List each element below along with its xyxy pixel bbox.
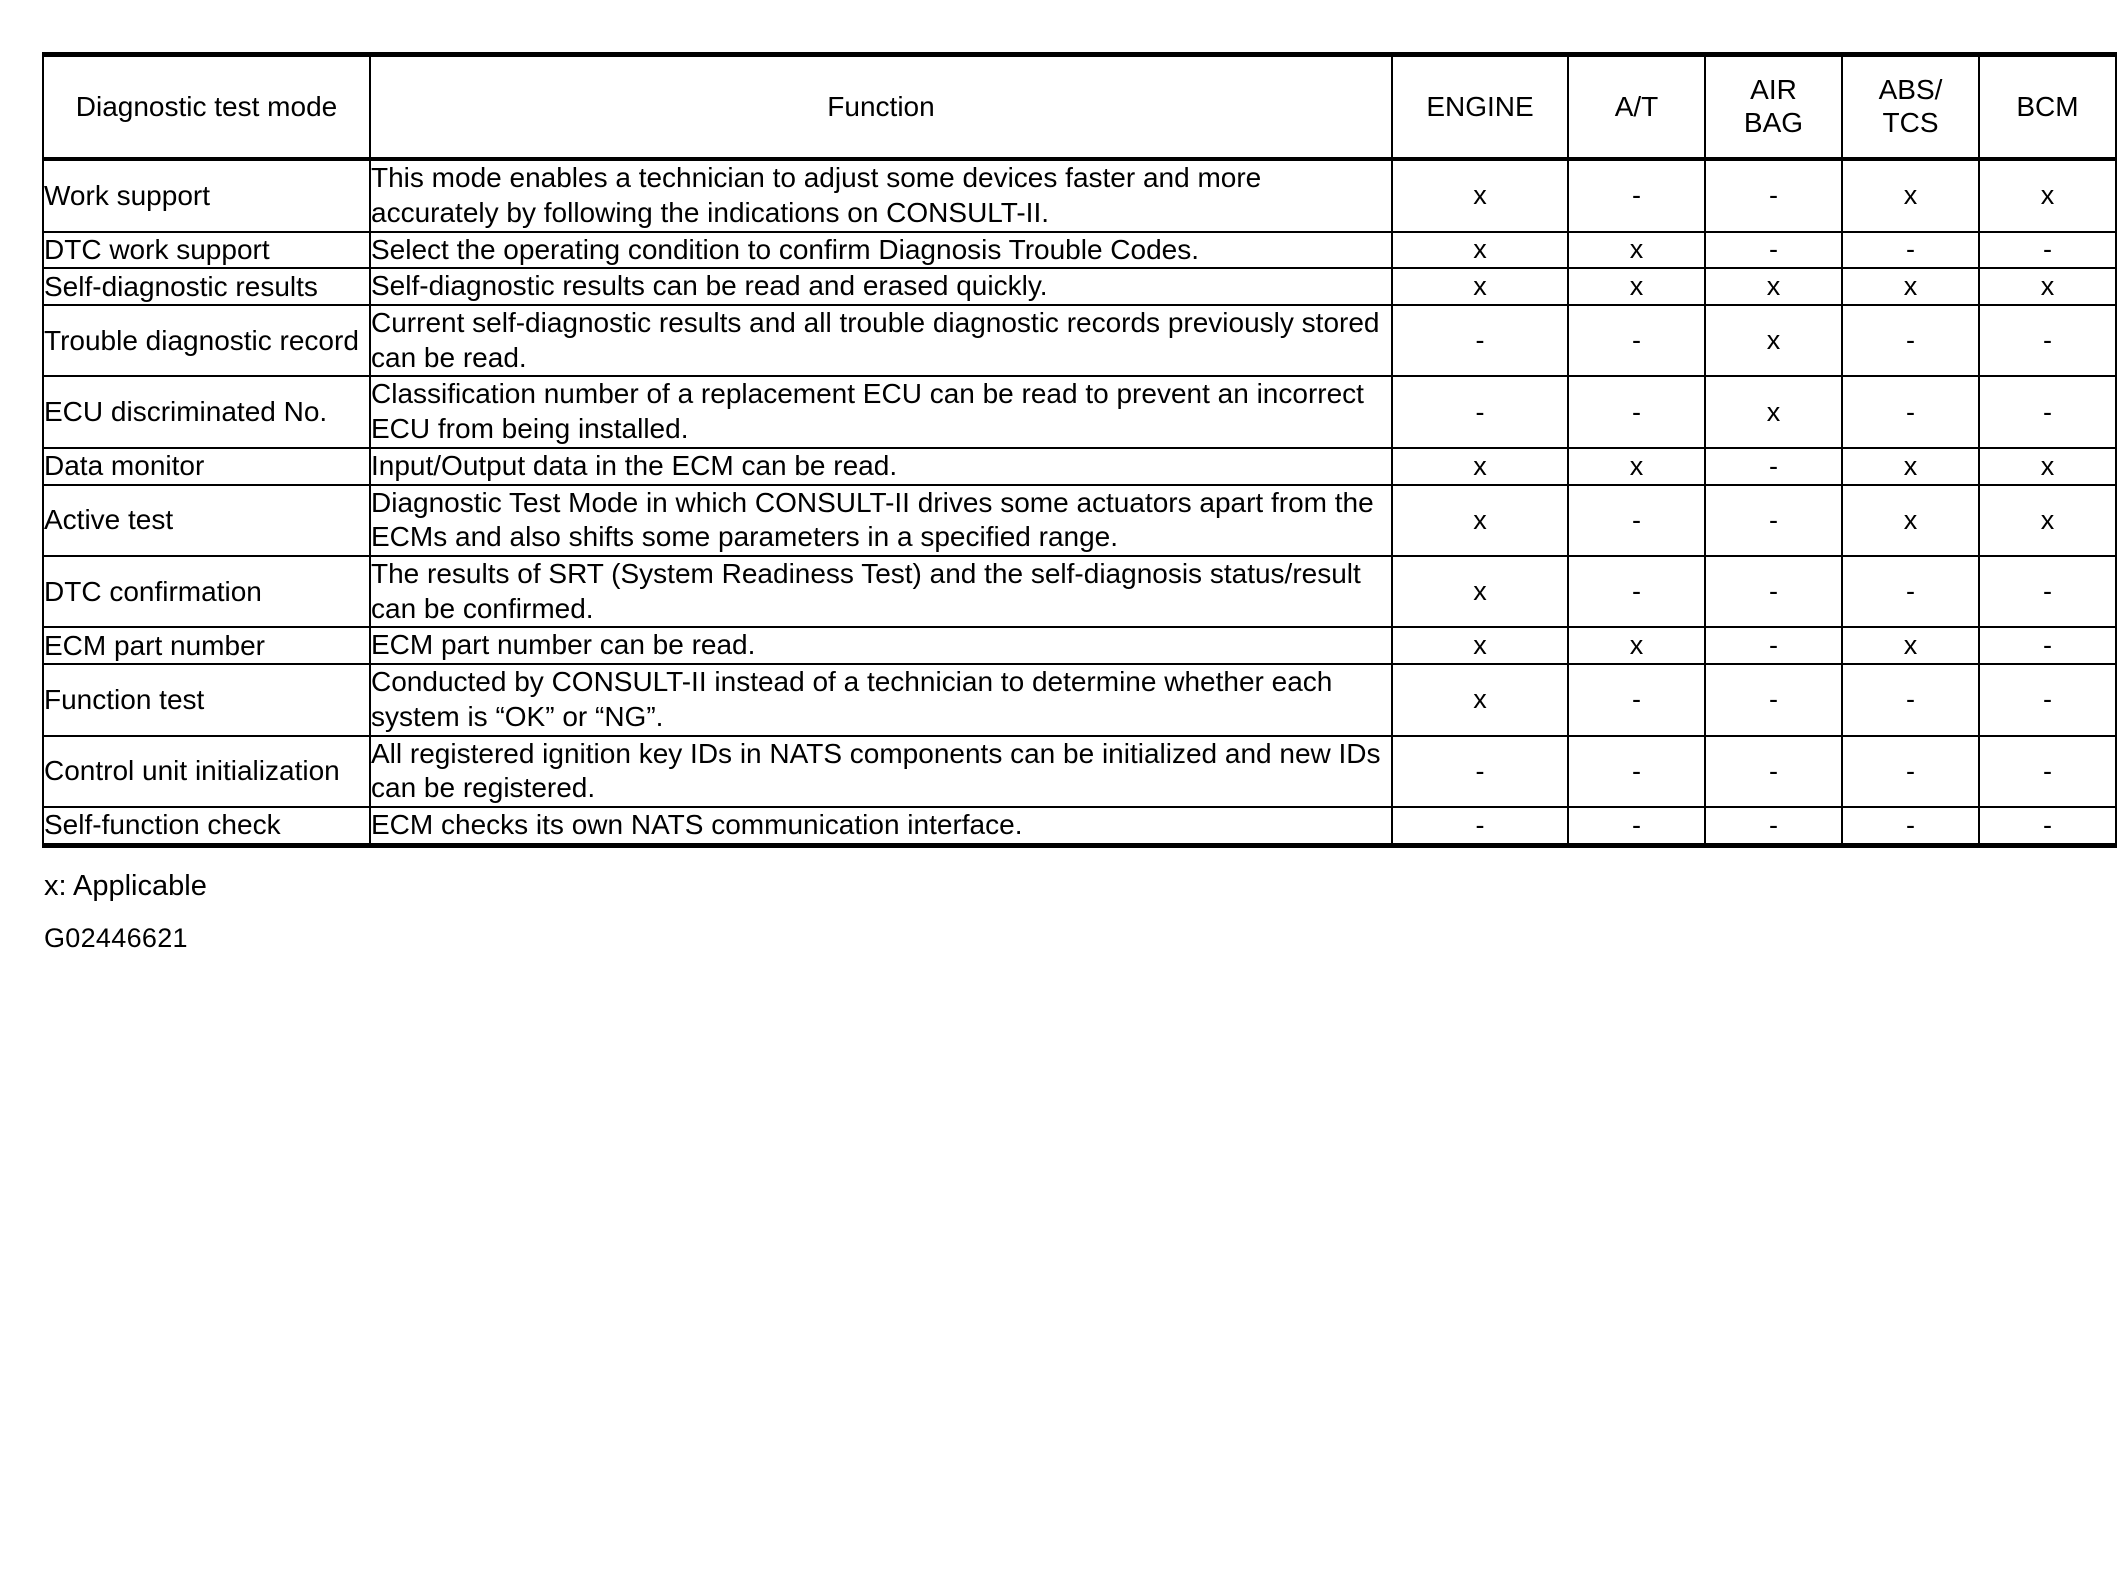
cell-engine: x [1392,268,1568,305]
cell-bcm: - [1979,664,2116,735]
cell-at: x [1568,232,1705,269]
cell-function: Conducted by CONSULT-II instead of a technician to determine whether each system is “OK” or “NG”. [370,664,1392,735]
cell-bcm: - [1979,376,2116,447]
cell-abs: x [1842,485,1979,556]
cell-mode: ECM part number [43,627,370,664]
cell-abs: - [1842,305,1979,376]
cell-airbag: - [1705,627,1842,664]
column-header-function: Function [370,55,1392,160]
cell-function: Current self-diagnostic results and all trouble diagnostic records previously stored can be read. [370,305,1392,376]
cell-function: All registered ignition key IDs in NATS components can be initialized and new IDs can be registered. [370,736,1392,807]
cell-bcm: - [1979,627,2116,664]
table-row [43,627,2116,664]
cell-mode: ECU discriminated No. [43,376,370,447]
cell-at: x [1568,448,1705,485]
column-header-at: A/T [1568,55,1705,160]
cell-engine: x [1392,556,1568,627]
cell-bcm: - [1979,556,2116,627]
table-row [43,376,2116,447]
cell-mode: Trouble diagnostic record [43,305,370,376]
table-row [43,807,2116,845]
cell-abs: x [1842,448,1979,485]
cell-function: Diagnostic Test Mode in which CONSULT-II drives some actuators apart from the ECMs and also shifts some parameters in a specified range. [370,485,1392,556]
cell-bcm: - [1979,807,2116,845]
cell-bcm: - [1979,305,2116,376]
column-header-engine: ENGINE [1392,55,1568,160]
cell-engine: - [1392,736,1568,807]
cell-abs: x [1842,159,1979,231]
cell-function: ECM checks its own NATS communication interface. [370,807,1392,845]
figure-id: G02446621 [44,922,188,953]
cell-abs: x [1842,627,1979,664]
cell-at: - [1568,807,1705,845]
cell-at: - [1568,736,1705,807]
cell-engine: - [1392,807,1568,845]
cell-mode: Work support [43,159,370,231]
cell-airbag: - [1705,736,1842,807]
legend-applicable: x: Applicable [44,869,207,902]
cell-at: x [1568,627,1705,664]
cell-engine: x [1392,627,1568,664]
cell-mode: DTC work support [43,232,370,269]
table-body [43,159,2116,845]
column-header-airbag-line2: BAG [1743,107,1804,139]
cell-abs: - [1842,736,1979,807]
cell-abs: - [1842,376,1979,447]
cell-abs: - [1842,232,1979,269]
cell-engine: x [1392,485,1568,556]
cell-at: x [1568,268,1705,305]
cell-airbag: x [1705,305,1842,376]
table-row [43,485,2116,556]
cell-engine: x [1392,448,1568,485]
table-row [43,664,2116,735]
diagnostic-test-mode-table [42,52,2117,848]
column-header-diagnostic-test-mode: Diagnostic test mode [43,55,370,160]
cell-abs: - [1842,807,1979,845]
cell-engine: - [1392,305,1568,376]
table-row [43,736,2116,807]
cell-at: - [1568,556,1705,627]
cell-bcm: - [1979,736,2116,807]
cell-airbag: - [1705,807,1842,845]
cell-function: This mode enables a technician to adjust some devices faster and more accurately by following the indications on CONSULT-II. [370,159,1392,231]
column-header-airbag-line1: AIR [1750,74,1797,105]
cell-mode: Self-function check [43,807,370,845]
cell-mode: Control unit initialization [43,736,370,807]
column-header-abs-line1: ABS/ [1878,74,1943,105]
column-header-airbag [1705,55,1842,160]
cell-airbag: - [1705,448,1842,485]
cell-bcm: - [1979,232,2116,269]
cell-at: - [1568,159,1705,231]
cell-abs: - [1842,556,1979,627]
table-header-row [43,55,2116,160]
cell-mode: Function test [43,664,370,735]
column-header-abs-tcs [1842,55,1979,160]
cell-bcm: x [1979,159,2116,231]
cell-function: Self-diagnostic results can be read and erased quickly. [370,268,1392,305]
cell-bcm: x [1979,485,2116,556]
cell-bcm: x [1979,268,2116,305]
cell-at: - [1568,485,1705,556]
table-row [43,305,2116,376]
table-row [43,448,2116,485]
column-header-bcm: BCM [1979,55,2116,160]
cell-at: - [1568,305,1705,376]
table-row [43,268,2116,305]
cell-engine: x [1392,159,1568,231]
table-row [43,556,2116,627]
cell-function: Select the operating condition to confirm Diagnosis Trouble Codes. [370,232,1392,269]
cell-bcm: x [1979,448,2116,485]
cell-mode: DTC confirmation [43,556,370,627]
cell-abs: - [1842,664,1979,735]
table-header [43,55,2116,160]
cell-airbag: x [1705,376,1842,447]
cell-at: - [1568,376,1705,447]
cell-airbag: - [1705,556,1842,627]
cell-function: ECM part number can be read. [370,627,1392,664]
cell-airbag: - [1705,159,1842,231]
cell-engine: - [1392,376,1568,447]
table-row [43,159,2116,231]
cell-engine: x [1392,232,1568,269]
cell-mode: Data monitor [43,448,370,485]
cell-at: - [1568,664,1705,735]
cell-airbag: - [1705,664,1842,735]
cell-abs: x [1842,268,1979,305]
cell-engine: x [1392,664,1568,735]
cell-function: Classification number of a replacement ECU can be read to prevent an incorrect ECU from being installed. [370,376,1392,447]
cell-function: The results of SRT (System Readiness Test) and the self-diagnosis status/result can be confirmed. [370,556,1392,627]
cell-mode: Active test [43,485,370,556]
cell-airbag: - [1705,232,1842,269]
cell-airbag: x [1705,268,1842,305]
table-row [43,232,2116,269]
column-header-abs-line2: TCS [1882,107,1939,139]
cell-mode: Self-diagnostic results [43,268,370,305]
cell-function: Input/Output data in the ECM can be read. [370,448,1392,485]
cell-airbag: - [1705,485,1842,556]
